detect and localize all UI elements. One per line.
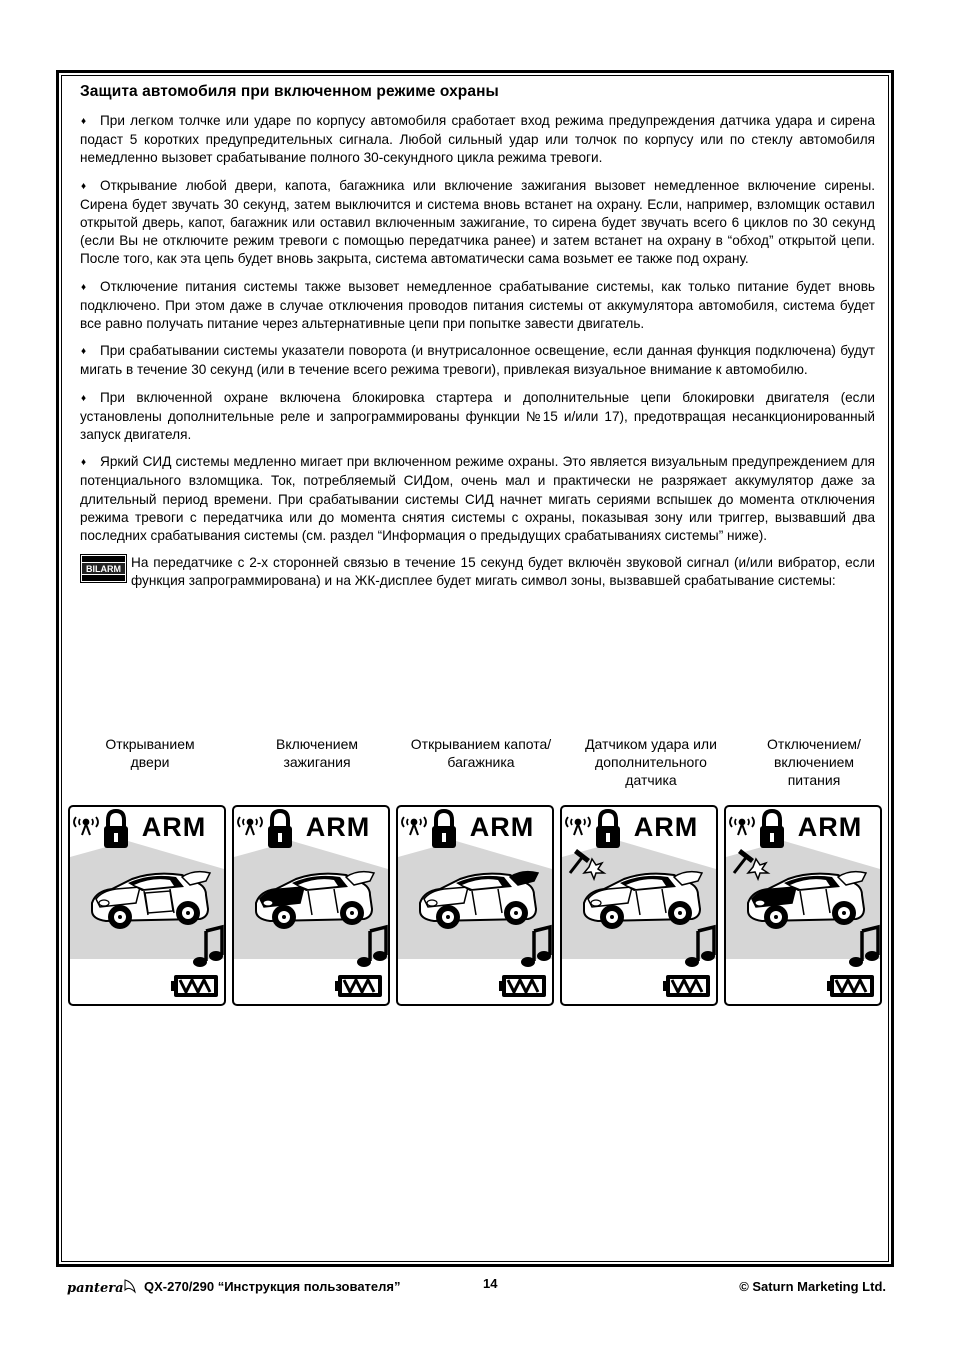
caption-power: Отключением/ включением питания — [767, 736, 861, 788]
panel-captions — [70, 735, 884, 795]
bilarm-badge-text: BILARM — [86, 564, 121, 575]
arm-indicator: ARM — [633, 812, 699, 842]
bullet-icon: ♦ — [81, 392, 87, 404]
padlock-icon — [432, 811, 456, 848]
bilarm-note: BILARM На передатчике с 2-х сторонней связью в течение 15 секунд будет включён звуковой сигнал (и/или вибратор, если функция запрограммирована) и на ЖК-дисплее будет мигать символ зоны, вызвавшей срабатывание системы: — [80, 554, 875, 590]
footer-title: QX-270/290 “Инструкция пользователя” — [144, 1279, 401, 1294]
paragraph-shock: ♦ При легком толчке или ударе по корпусу автомобиля сработает вход режима предупреждения датчика удара и сирена подаст 5 коротких предупредительных сигнала. Любой сильный удар или толчок по корпусу или по стеклу автомобиля немедленно вызовет срабатывание полного 30-секундного цикла режима тревоги. — [80, 113, 875, 166]
pantera-logo — [67, 1276, 139, 1303]
bullet-icon: ♦ — [81, 180, 87, 192]
bullet-icon: ♦ — [81, 116, 87, 127]
battery-icon — [499, 975, 546, 997]
bullet-icon: ♦ — [81, 457, 87, 469]
footer-copyright: © Saturn Marketing Ltd. — [739, 1279, 886, 1294]
padlock-icon — [268, 811, 292, 848]
lcd-panel-door — [68, 805, 226, 1006]
antenna-icon — [238, 817, 262, 835]
bullet-icon: ♦ — [81, 281, 87, 293]
caption-ignition: Включением зажигания — [275, 736, 359, 770]
paragraph-power: ♦ Отключение питания системы также вызовет немедленное срабатывание системы, как только питание будет вновь подключено. При этом даже в случае отключения проводов питания системы от аккумулятора автомобиля, система будет все равно получать питание через альтернативные цепи при попытке завести двигатель. — [80, 278, 875, 332]
logo-text: pantera — [67, 1281, 124, 1296]
page-footer — [0, 1276, 954, 1302]
caption-shock: Датчиком удара или дополнительного датчика — [585, 736, 717, 788]
page-number: 14 — [483, 1276, 498, 1291]
battery-icon — [335, 975, 382, 997]
padlock-icon — [760, 811, 784, 848]
bullet-icon: ♦ — [81, 346, 87, 358]
paragraph-starter-block: ♦ При включенной охране включена блокировка стартера и дополнительные цепи блокировки двигателя (если установлены дополнительные реле и запрограммированы функции №15 и/или 17), предотвращая несанкционированный запуск двигателя. — [80, 389, 875, 443]
lcd-panel-shock — [560, 805, 718, 1006]
arm-indicator: ARM — [469, 812, 535, 842]
padlock-icon — [104, 811, 128, 848]
lcd-panel-hood-trunk — [396, 805, 554, 1006]
antenna-icon — [730, 817, 754, 835]
battery-icon — [171, 975, 218, 997]
battery-icon — [663, 975, 710, 997]
section-heading: Защита автомобиля при включенном режиме охраны — [80, 83, 499, 100]
paragraph-led: ♦ Яркий СИД системы медленно мигает при включенном режиме охраны. Это является визуальным предупреждением для потенциального взломщика. Ток, потребляемый СИДом, очень мал и практически не разряжает аккумулятор даже за длительный период времени. При срабатывании системы СИД начнет мигать сериями вспышек до момента отключения режима тревоги с передатчика или до момента снятия системы с охраны, показывая зону или триггер, вызвавший два последних срабатывания системы (см. раздел “Информация о предыдущих срабатываниях системы” ниже). — [80, 454, 875, 544]
lcd-panels — [68, 805, 886, 1007]
battery-icon — [827, 975, 874, 997]
lcd-panel-power — [724, 805, 882, 1006]
caption-door: Открыванием двери — [105, 736, 195, 770]
paragraph-turn-signals: ♦ При срабатывании системы указатели поворота (и внутрисалонное освещение, если данная функция подключена) будут мигать в течение 30 секунд (или в течение всего режима тревоги), привлекая визуальное внимание к автомобилю. — [80, 343, 875, 378]
caption-hood-trunk: Открыванием капота/ багажника — [410, 736, 552, 770]
padlock-icon — [596, 811, 620, 848]
arm-indicator: ARM — [797, 812, 863, 842]
paragraph-doors: ♦ Открывание любой двери, капота, багажника или включение зажигания вызовет немедленное включение сирены. Сирена будет звучать 30 секунд, затем выключится и система вновь встанет на охрану. Если, например, взломщик оставил открытой дверь, капот, багажник или оставил включенным зажигание, то сирена будет звучать всего 6 циклов по 30 секунд (если Вы не отключите режим тревоги с помощью передатчика ранее) и затем встанет на охрану в “обход” открытой цепи. После того, как эта цепь будет вновь закрыта, система автоматически сама возьмет ее также под охрану. — [80, 177, 875, 267]
main-content — [80, 83, 875, 591]
antenna-icon — [74, 817, 98, 835]
arm-indicator: ARM — [305, 812, 371, 842]
antenna-icon — [402, 817, 426, 835]
bilarm-icon — [80, 554, 127, 583]
lcd-panel-ignition — [232, 805, 390, 1006]
arm-indicator: ARM — [141, 812, 207, 842]
antenna-icon — [566, 817, 590, 835]
